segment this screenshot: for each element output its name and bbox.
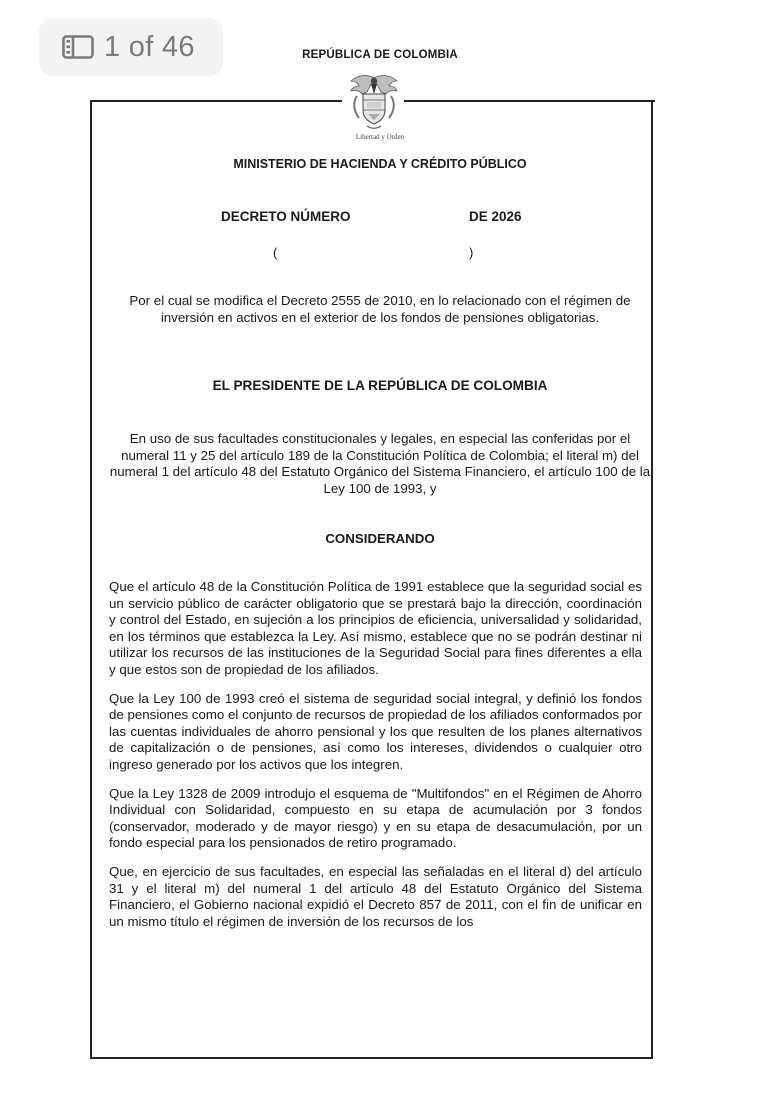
- consideration-paragraph: Que, en ejercicio de sus facultades, en especial las señaladas en el literal d) del artículo 31 y el literal m) del numeral 1 del artículo 48 del Estatuto Orgánico del Sistema Financiero, el Gobierno nacional expidió el Decreto 857 de 2011, con el fin de unificar en un mismo título el régimen de inversión de los recursos de los: [109, 863, 642, 929]
- page-counter-badge[interactable]: [39, 18, 223, 76]
- president-heading: EL PRESIDENTE DE LA REPÚBLICA DE COLOMBIA: [212, 378, 548, 393]
- considerations-body: [109, 579, 642, 942]
- consideration-paragraph: Que la Ley 100 de 1993 creó el sistema de seguridad social integral, y definió los fondos de pensiones como el conjunto de recursos de propiedad de los afiliados conformados por las cuentas individuales de ahorro pensional y los que resulten de los planes alternativos de capitalización o de pensiones, así como los intereses, dividendos o cualquier otro ingreso generado por los activos que los integren.: [109, 690, 642, 772]
- decree-date-close-paren: ): [469, 245, 474, 260]
- ministry-heading: MINISTERIO DE HACIENDA Y CRÉDITO PÚBLICO: [233, 157, 527, 171]
- consideration-paragraph: Que el artículo 48 de la Constitución Política de 1991 establece que la seguridad social es un servicio público de carácter obligatorio que se prestará bajo la dirección, coordinación y control del Estado, en sujeción a los principios de eficiencia, universalidad y solidaridad, en los términos que establezca la Ley. Así mismo, establece que no se podrán destinar ni utilizar los recursos de las instituciones de la Seguridad Social para fines diferentes a ella y que estos son de propiedad de los afiliados.: [109, 579, 642, 677]
- decree-date-open-paren: (: [273, 245, 278, 260]
- decree-summary: Por el cual se modifica el Decreto 2555 de 2010, en lo relacionado con el régimen de inversión en activos en el exterior de los fondos de pensiones obligatorias.: [129, 293, 631, 325]
- consideration-paragraph: Que la Ley 1328 de 2009 introdujo el esquema de "Multifondos" en el Régimen de Ahorro Individual con Solidaridad, compuesto en su etapa de acumulación por 3 fondos (conservador, moderado y de mayor riesgo) y en su etapa de desacumulación, por un fondo especial para los pensionados de retiro programado.: [109, 785, 642, 851]
- republic-heading: REPÚBLICA DE COLOMBIA: [302, 49, 458, 61]
- decree-number-label: DECRETO NÚMERO: [221, 209, 351, 224]
- colombia-coat-of-arms-icon: [343, 72, 405, 130]
- legal-powers-paragraph: En uso de sus facultades constitucionales y legales, en especial las conferidas por el numeral 11 y 25 del artículo 189 de la Constitución Política de Colombia; el literal m) del numeral 1 del artículo 48 del Estatuto Orgánico del Sistema Financiero, el artículo 100 de la Ley 100 de 1993, y: [109, 431, 651, 496]
- page-counter-label: 1 of 46: [104, 30, 195, 63]
- considering-heading: CONSIDERANDO: [325, 531, 435, 546]
- decree-year-label: DE 2026: [469, 209, 522, 224]
- motto-text: Libertad y Orden: [355, 133, 405, 141]
